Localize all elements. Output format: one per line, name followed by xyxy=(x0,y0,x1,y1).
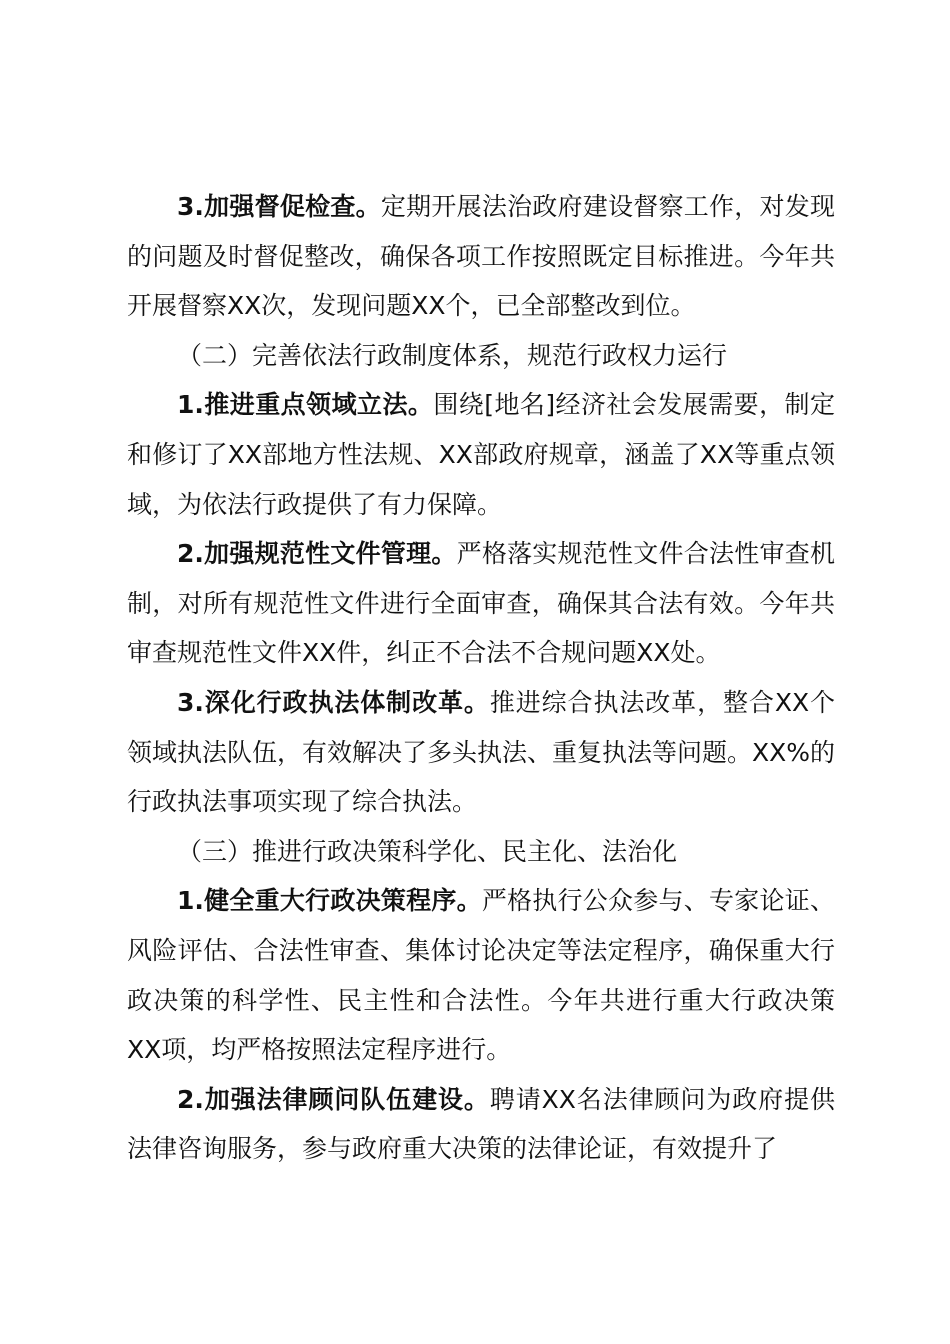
paragraph-supervision-inspection xyxy=(127,182,835,331)
item-title: 1.健全重大行政决策程序。 xyxy=(177,886,482,916)
section-heading-2: （二）完善依法行政制度体系，规范行政权力运行 xyxy=(177,340,728,370)
item-body: 围绕[地名]经济社会发展需要，制定和修订了XX部地方性法规、XX部政府规章，涵盖了XX等重点领域，为依法行政提供了有力保障。 xyxy=(127,390,835,519)
item-title: 3.深化行政执法体制改革。 xyxy=(177,687,490,717)
item-body: 严格落实规范性文件合法性审查机制，对所有规范性文件进行全面审查，确保其合法有效。今年共审查规范性文件XX件，纠正不合法不合规问题XX处。 xyxy=(127,539,835,668)
item-body: 推进综合执法改革，整合XX个领域执法队伍，有效解决了多头执法、重复执法等问题。XX%的行政执法事项实现了综合执法。 xyxy=(127,687,836,817)
item-body: 聘请XX名法律顾问为政府提供法律咨询服务，参与政府重大决策的法律论证，有效提升了 xyxy=(127,1084,835,1164)
paragraph-normative-documents xyxy=(127,529,835,678)
item-body: 定期开展法治政府建设督察工作，对发现的问题及时督促整改，确保各项工作按照既定目标推进。今年共开展督察XX次，发现问题XX个，已全部整改到位。 xyxy=(127,192,835,321)
section-heading-3: （三）推进行政决策科学化、民主化、法治化 xyxy=(177,836,678,866)
item-title: 1.推进重点领域立法。 xyxy=(177,390,434,420)
paragraph-key-legislation xyxy=(127,380,835,529)
document-body xyxy=(127,182,835,1174)
paragraph-enforcement-reform xyxy=(127,678,835,827)
paragraph-decision-procedure xyxy=(127,876,835,1074)
item-title: 3.加强督促检查。 xyxy=(177,192,381,221)
item-title: 2.加强法律顾问队伍建设。 xyxy=(177,1084,490,1114)
item-body: 严格执行公众参与、专家论证、风险评估、合法性审查、集体讨论决定等法定程序，确保重大行政决策的科学性、民主性和合法性。今年共进行重大行政决策XX项，均严格按照法定程序进行。 xyxy=(127,886,835,1065)
paragraph-legal-advisors xyxy=(127,1075,835,1174)
item-title: 2.加强规范性文件管理。 xyxy=(177,539,457,569)
